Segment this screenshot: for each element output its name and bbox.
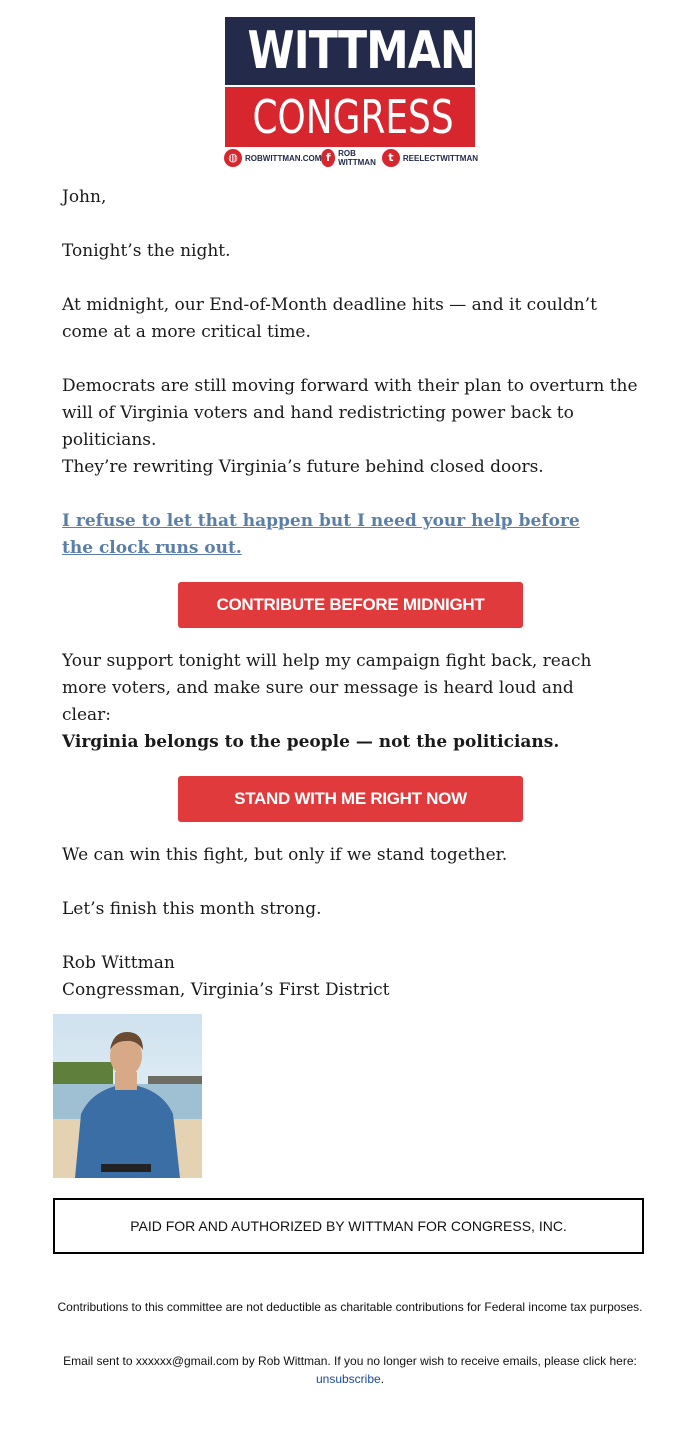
contributions-note: Contributions to this committee are not deductible as charitable contributions for Federal income tax purposes. — [57, 1300, 643, 1314]
paragraph-7: We can win this fight, but only if we stand together. — [62, 845, 508, 865]
signature-title: Congressman, Virginia’s First District — [62, 980, 390, 1000]
social-website-label: ROBWITTMAN.COM — [245, 153, 322, 163]
greeting: John, — [62, 187, 107, 207]
signature-name: Rob Wittman — [62, 953, 175, 973]
paragraph-2: At midnight, our End-of-Month deadline hits — and it couldn’t come at a more critical time. — [62, 295, 597, 342]
paragraph-1: Tonight’s the night. — [62, 241, 231, 261]
paragraph-5: Your support tonight will help my campaign fight back, reach more voters, and make sure our message is heard loud and clear: — [62, 651, 592, 725]
facebook-icon: f — [321, 149, 335, 167]
social-facebook[interactable] — [321, 149, 381, 167]
logo-bottom-text: CONGRESS — [252, 90, 454, 144]
social-website[interactable] — [224, 149, 321, 167]
paragraph-3: Democrats are still moving forward with their plan to overturn the will of Virginia voters and hand redistricting power back to politicians. — [62, 376, 638, 450]
candidate-photo — [53, 1014, 202, 1178]
contribute-button[interactable]: CONTRIBUTE BEFORE MIDNIGHT — [178, 582, 523, 628]
paragraph-8: Let’s finish this month strong. — [62, 899, 322, 919]
social-facebook-label: ROB WITTMAN — [338, 149, 376, 167]
paragraph-6: Virginia belongs to the people — not the politicians. — [62, 732, 560, 752]
social-links — [224, 148, 478, 168]
globe-icon: ◍ — [224, 149, 242, 167]
email-sent-text: Email sent to xxxxxx@gmail.com by Rob Wittman. If you no longer wish to receive emails, please click here: — [63, 1354, 637, 1368]
social-twitter[interactable] — [382, 149, 478, 167]
help-link[interactable]: I refuse to let that happen but I need your help before the clock runs out. — [62, 511, 580, 558]
paid-for-disclaimer: PAID FOR AND AUTHORIZED BY WITTMAN FOR CONGRESS, INC. — [53, 1198, 644, 1254]
email-sent-note — [50, 1352, 650, 1388]
stand-with-me-button[interactable]: STAND WITH ME RIGHT NOW — [178, 776, 523, 822]
unsubscribe-period: . — [380, 1372, 385, 1386]
twitter-icon: t — [382, 149, 400, 167]
unsubscribe-link[interactable]: unsubscribe — [315, 1372, 381, 1386]
social-twitter-label: REELECTWITTMAN — [402, 153, 478, 163]
wittman-congress-logo — [225, 17, 475, 147]
paragraph-4: They’re rewriting Virginia’s future behind closed doors. — [62, 457, 544, 477]
logo-top-text: WITTMAN — [248, 17, 453, 85]
